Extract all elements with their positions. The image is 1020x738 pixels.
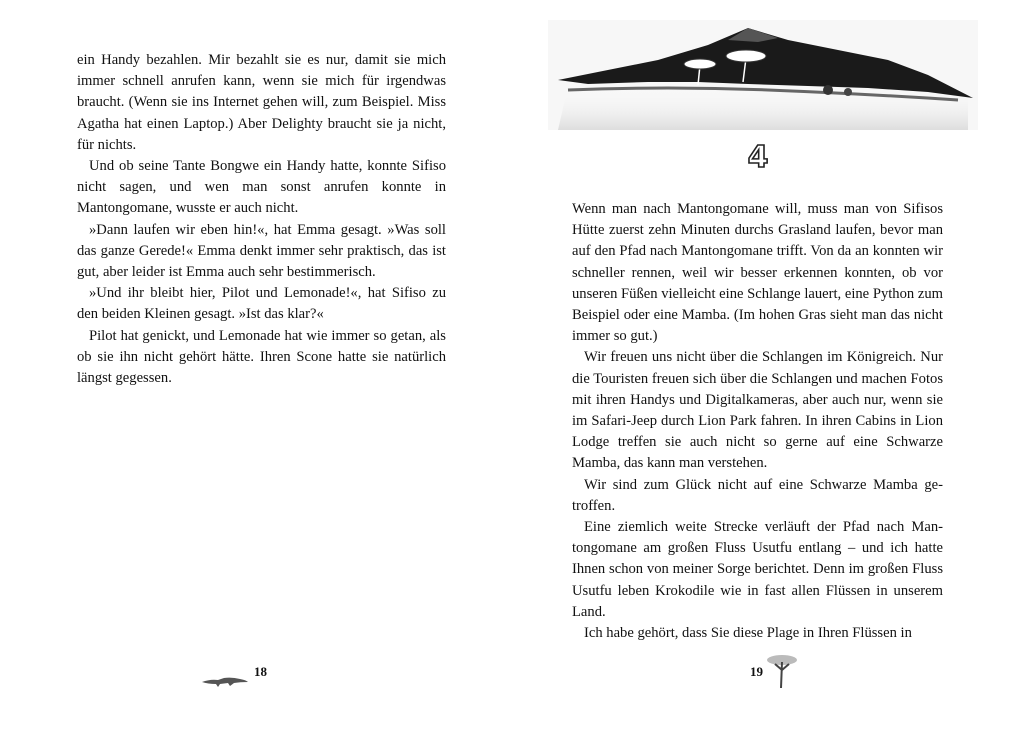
paragraph: »Und ihr bleibt hier, Pilot und Lemonade!«, hat Sifiso zu den beiden Kleinen gesagt. »Ist das klar?« [77, 285, 446, 323]
left-page-text [77, 50, 446, 389]
paragraph: »Dann laufen wir eben hin!«, hat Emma gesagt. »Was soll das ganze Gerede!« Emma denkt immer sehr praktisch, das ist gut, aber leider ist Emma auch sehr bestimmerisch. [77, 221, 446, 281]
paragraph: Wenn man nach Mantongomane will, muss man von Sifisos Hütte zuerst zehn Minuten durchs Grasland laufen, bevor man auf den Pfad nach Mantongomane trifft. Von da an konnten wir schneller rennen, weil wir besser erkennen konnten, ob vor unseren Füßen vielleicht eine Schlange lauert, eine Python zum Beispiel oder eine Mamba. (Im hohen Gras sieht man das nicht immer so gut.) [572, 201, 943, 345]
paragraph: Wir freuen uns nicht über die Schlangen im Königreich. Nur die Touristen freuen sich über die Schlangen und machen Fotos mit ihren Handys und Digitalkameras, aber auch nur, wenn sie im Safari-Jeep durch Lion Park fahren. In ihren Cabins in Lion Lodge treffen sie auch nicht so gerne auf eine Schwarze Mamba, das kann man verstehen. [572, 349, 943, 472]
crocodile-icon [200, 670, 250, 690]
paragraph: Ich habe gehört, dass Sie diese Plage in Ihren Flüssen in [584, 625, 912, 642]
chapter-number: 4 [747, 140, 769, 175]
page-number: 19 [750, 664, 763, 679]
paragraph: Und ob seine Tante Bongwe ein Handy hatte, konnte Sifiso nicht sagen, und wen man sonst anrufen konnte in Mantongomane, wusste er auch nicht. [77, 158, 446, 217]
right-page [510, 0, 1020, 738]
paragraph: Pilot hat genickt, und Lemonade hat wie immer so getan, als ob sie ihn nicht gehört hätte. Ihren Scone hatte sie natürlich längst gegessen. [77, 327, 446, 387]
mountain-landscape-illustration [548, 20, 978, 130]
right-page-text [572, 199, 943, 644]
paragraph: Wir sind zum Glück nicht auf eine Schwarze Mamba getroffen. [572, 476, 943, 514]
paragraph: Eine ziemlich weite Strecke verläuft der Pfad nach Mantongomane am großen Fluss Usutfu entlang – und ich hatte Ihnen schon von meiner Sorge berichtet. Denn im großen Fluss Usutfu leben Krokodile wie in fast allen Flüssen in unserem Land. [572, 519, 943, 620]
paragraph: ein Handy bezahlen. Mir bezahlt sie es nur, damit sie mich immer schnell anrufen kann, wenn sie mich für irgendwas braucht. (Wenn sie ins Internet gehen will, zum Beispiel. Miss Agatha hat einen Laptop.) Aber Delighty braucht sie ja nicht, für nichts. [77, 52, 446, 153]
acacia-tree-icon [765, 650, 799, 690]
page-number: 18 [254, 664, 267, 679]
